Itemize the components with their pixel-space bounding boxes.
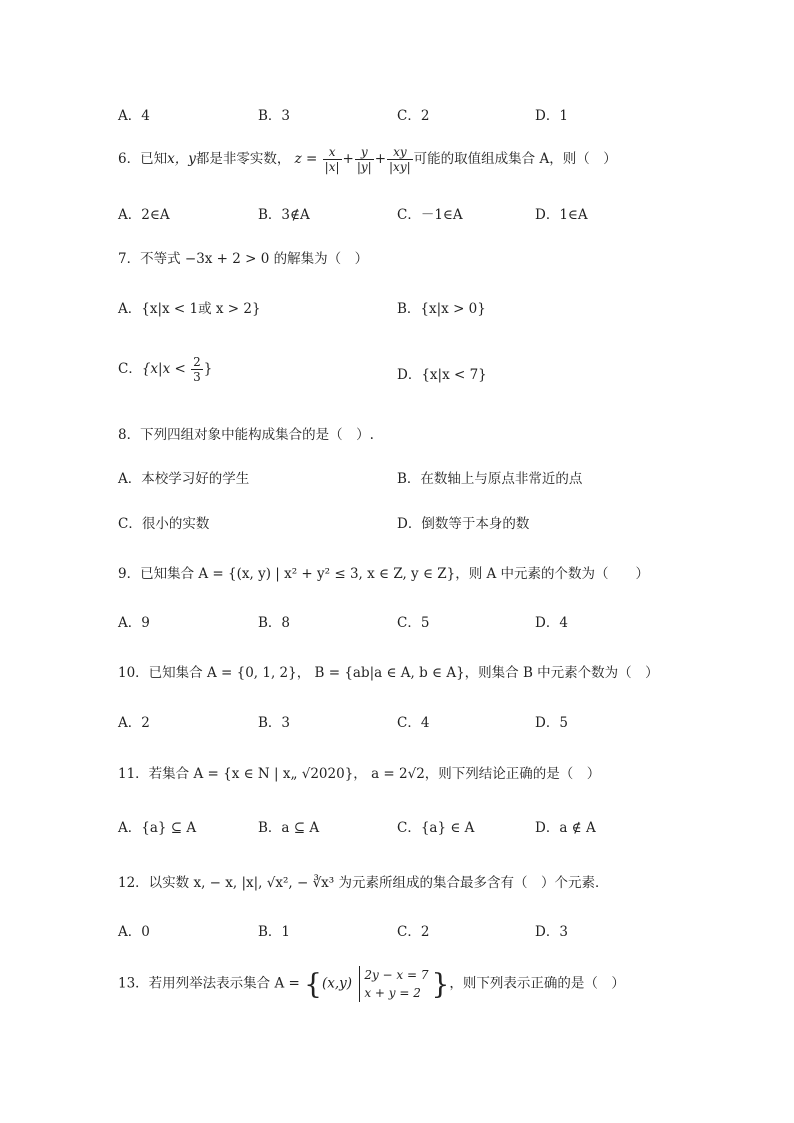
q6-z-eq: z = <box>294 151 318 167</box>
q5-option-c[interactable]: C．2 <box>397 108 430 124</box>
q6-option-b[interactable]: B．3∉A <box>258 207 310 223</box>
q5-option-d[interactable]: D．1 <box>535 108 568 124</box>
q6-frac1-num: x <box>323 145 342 160</box>
q7-stem: 7．不等式 −3x + 2 > 0 的解集为（ ） <box>118 251 369 267</box>
q11-option-c[interactable]: C．{a} ∈ A <box>397 820 475 836</box>
q7-option-c-left: {x|x < <box>141 361 186 377</box>
q9-option-c[interactable]: C．5 <box>397 615 430 631</box>
q7-option-c-right: } <box>203 361 213 377</box>
q7-option-c-fraction <box>191 355 203 384</box>
q13-equation-system <box>359 966 428 1002</box>
q7-option-b[interactable]: B．{x|x > 0} <box>397 301 486 317</box>
q12-stem: 12．以实数 x, − x, |x|, √x², − ∛x³ 为元素所组成的集合最多含有（ ）个元素． <box>118 875 609 891</box>
q6-suffix: 可能的取值组成集合 A，则（ ） <box>413 151 617 167</box>
q9-option-b[interactable]: B．8 <box>258 615 291 631</box>
q8-option-d[interactable]: D．倒数等于本身的数 <box>397 516 530 532</box>
q5-option-a[interactable]: A．4 <box>118 108 150 124</box>
q10-option-b[interactable]: B．3 <box>258 715 291 731</box>
q6-frac3-num: xy <box>387 145 413 160</box>
q8-option-b[interactable]: B．在数轴上与原点非常近的点 <box>397 471 583 487</box>
q9-option-a[interactable]: A．9 <box>118 615 150 631</box>
q10-option-c[interactable]: C．4 <box>397 715 430 731</box>
q10-stem: 10．已知集合 A = {0, 1, 2}， B = {ab|a ∈ A, b ∈ A}，则集合 B 中元素个数为（ ） <box>118 665 659 681</box>
q9-option-d[interactable]: D．4 <box>535 615 568 631</box>
q13-equation-2: x + y = 2 <box>364 986 421 1000</box>
q6-frac1-den: |x| <box>324 160 340 174</box>
q7-option-a[interactable]: A．{x|x < 1或 x > 2} <box>118 301 261 317</box>
q6-fraction-3 <box>387 145 413 174</box>
q9-stem: 9．已知集合 A = {(x, y) | x² + y² ≤ 3, x ∈ Z, y ∈ Z}，则 A 中元素的个数为（ ） <box>118 566 650 582</box>
q11-option-a[interactable]: A．{a} ⊆ A <box>118 820 197 836</box>
q6-mid: 都是非零实数， <box>195 151 291 167</box>
q7-option-c-num: 2 <box>193 355 201 369</box>
q12-option-c[interactable]: C．2 <box>397 924 430 940</box>
q8-stem: 8．下列四组对象中能构成集合的是（ ）. <box>118 427 374 443</box>
q7-option-c-label: C． <box>118 361 142 377</box>
q11-stem: 11．若集合 A = {x ∈ N | x„ √2020}， a = 2√2，则下列结论正确的是（ ） <box>118 766 601 782</box>
q6-vars: x，y <box>167 151 196 167</box>
q6-fraction-2 <box>355 145 374 174</box>
q6-frac3-den: |xy| <box>389 160 411 174</box>
q6-frac2-den: |y| <box>356 160 372 174</box>
q5-option-b[interactable]: B．3 <box>258 108 291 124</box>
q6-prefix: 6．已知 <box>118 151 168 167</box>
q10-option-d[interactable]: D．5 <box>535 715 568 731</box>
q7-option-d[interactable]: D．{x|x < 7} <box>397 367 487 383</box>
q11-option-b[interactable]: B．a ⊆ A <box>258 820 320 836</box>
q6-fraction-1 <box>323 145 342 174</box>
q12-option-d[interactable]: D．3 <box>535 924 568 940</box>
q8-option-c[interactable]: C．很小的实数 <box>118 516 210 532</box>
q13-set-element: (x,y) <box>321 975 353 992</box>
q11-option-d[interactable]: D．a ∉ A <box>535 820 596 836</box>
q6-option-a[interactable]: A．2∈A <box>118 207 170 223</box>
q6-option-d[interactable]: D．1∈A <box>535 207 588 223</box>
q13-right-brace: } <box>431 967 450 1001</box>
q13-prefix: 13．若用列举法表示集合 A = <box>118 975 300 992</box>
q13-equation-1: 2y − x = 7 <box>364 968 429 982</box>
q12-option-b[interactable]: B．1 <box>258 924 291 940</box>
q6-frac2-num: y <box>355 145 374 160</box>
q6-stem: 6．已知x，y都是非零实数， z = $\frac{x}{|x|}$ + $\frac{y}{|y|}$ + $\frac{xy}{|xy|}$ 可能的取值组成集合 A，则（ ） <box>118 145 617 174</box>
q13-left-brace: { <box>304 967 322 1001</box>
q10-option-a[interactable]: A．2 <box>118 715 150 731</box>
q6-option-c[interactable]: C．－1∈A <box>397 207 463 223</box>
q7-option-c[interactable] <box>118 355 212 384</box>
q8-option-a[interactable]: A．本校学习好的学生 <box>118 471 250 487</box>
q13-stem <box>118 966 625 1002</box>
q12-option-a[interactable]: A．0 <box>118 924 150 940</box>
q13-suffix: ，则下列表示正确的是（ ） <box>449 975 625 992</box>
q7-option-c-den: 3 <box>193 370 201 384</box>
